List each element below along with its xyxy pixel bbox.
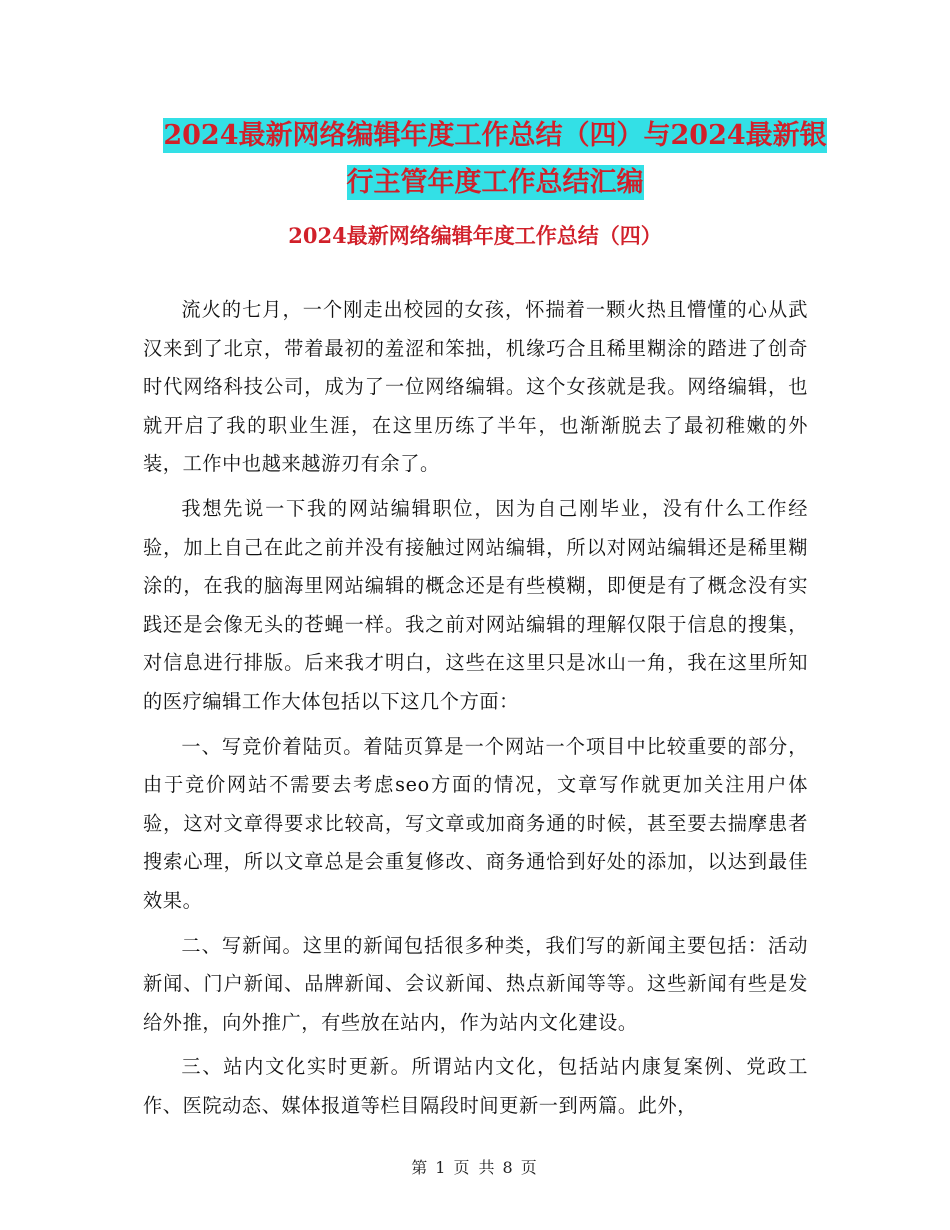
document-title [130,112,860,206]
paragraph: 三、站内文化实时更新。所谓站内文化，包括站内康复案例、党政工作、医院动态、媒体报道等栏目隔段时间更新一到两篇。此外， [143,1055,808,1117]
footer-suffix: 页 [520,1158,539,1177]
title-line-2: 行主管年度工作总结汇编 [346,167,644,198]
footer-total-pages: 8 [502,1158,515,1177]
paragraph: 二、写新闻。这里的新闻包括很多种类，我们写的新闻主要包括：活动新闻、门户新闻、品牌新闻、会议新闻、热点新闻等等。这些新闻有些是发给外推，向外推广，有些放在站内，作为站内文化建设。 [143,933,808,1034]
footer-prefix: 第 [411,1158,430,1177]
document-body [143,291,808,1131]
section-subtitle: 2024最新网络编辑年度工作总结（四） [288,223,662,248]
paragraph: 一、写竞价着陆页。着陆页算是一个网站一个项目中比较重要的部分，由于竞价网站不需要去考虑seo方面的情况，文章写作就更加关注用户体验，这对文章得要求比较高，写文章或加商务通的时候，甚至要去揣摩患者搜索心理，所以文章总是会重复修改、商务通恰到好处的添加，以达到最佳效果。 [143,734,808,912]
footer-page-number: 1 [435,1158,448,1177]
paragraph: 我想先说一下我的网站编辑职位，因为自己刚毕业，没有什么工作经验，加上自己在此之前并没有接触过网站编辑，所以对网站编辑还是稀里糊涂的，在我的脑海里网站编辑的概念还是有些模糊，即便是有了概念没有实践还是会像无头的苍蝇一样。我之前对网站编辑的理解仅限于信息的搜集，对信息进行排版。后来我才明白，这些在这里只是冰山一角，我在这里所知的医疗编辑工作大体包括以下这几个方面： [143,496,808,713]
paragraph: 流火的七月，一个刚走出校园的女孩，怀揣着一颗火热且懵懂的心从武汉来到了北京，带着最初的羞涩和笨拙，机缘巧合且稀里糊涂的踏进了创奇时代网络科技公司，成为了一位网络编辑。这个女孩就是我。网络编辑，也就开启了我的职业生涯，在这里历练了半年，也渐渐脱去了最初稚嫩的外装，工作中也越来越游刃有余了。 [143,298,808,476]
footer-middle: 页 共 [453,1158,497,1177]
page-footer [0,1155,950,1178]
title-line-1: 2024最新网络编辑年度工作总结（四）与2024最新银 [163,120,827,151]
